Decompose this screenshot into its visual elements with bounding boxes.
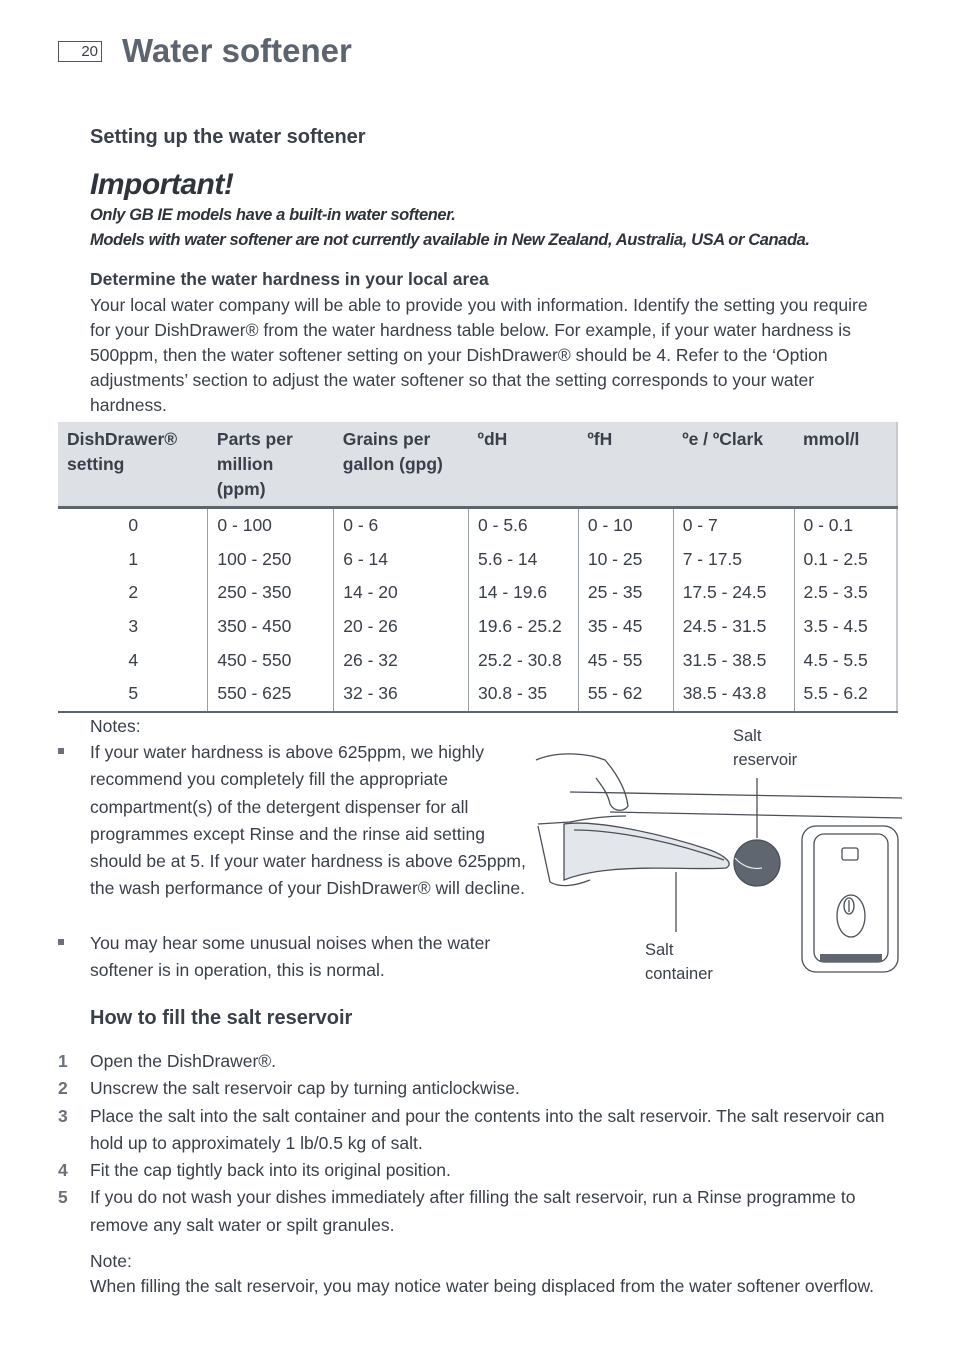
table-cell: 25.2 - 30.8 <box>469 643 579 677</box>
step-number: 4 <box>58 1160 68 1181</box>
fill-note <box>90 1249 910 1299</box>
col-header-gpg: Grains per gallon (gpg) <box>334 422 469 508</box>
step-number: 1 <box>58 1051 68 1071</box>
bullet-icon <box>58 939 64 945</box>
table-cell: 0 - 10 <box>578 508 673 543</box>
note-text: When filling the salt reservoir, you may notice water being displaced from the water softener overflow. <box>90 1276 874 1296</box>
table-cell: 25 - 35 <box>578 576 673 610</box>
table-row <box>58 610 897 644</box>
col-header-dh: ºdH <box>469 422 579 508</box>
table-cell: 0 - 7 <box>673 508 794 543</box>
table-cell: 32 - 36 <box>334 677 469 712</box>
table-cell: 350 - 450 <box>208 610 334 644</box>
table-cell: 31.5 - 38.5 <box>673 643 794 677</box>
page-title: Water softener <box>122 32 352 69</box>
table-cell: 5.6 - 14 <box>469 543 579 577</box>
fill-steps-list <box>58 1048 908 1239</box>
table-cell: 30.8 - 35 <box>469 677 579 712</box>
note-item-1: If your water hardness is above 625ppm, we highly recommend you completely fill the appropriate compartment(s) of the detergent dispenser for all programmes except Rinse and the rinse aid setting should be at 5. If your water hardness is above 625ppm, the wash performance of your DishDrawer® will decline. <box>90 742 526 899</box>
col-header-clark: ºe / ºClark <box>673 422 794 508</box>
table-cell: 0 - 6 <box>334 508 469 543</box>
table-cell: 0 - 5.6 <box>469 508 579 543</box>
col-header-ppm: Parts per million (ppm) <box>208 422 334 508</box>
step-number: 3 <box>58 1105 68 1126</box>
list-item <box>58 1103 908 1158</box>
important-line-2: Models with water softener are not currently available in New Zealand, Australia, USA or Canada. <box>90 231 810 249</box>
table-cell: 38.5 - 43.8 <box>673 677 794 712</box>
table-cell: 3 <box>128 616 139 637</box>
fill-heading: How to fill the salt reservoir <box>90 1007 353 1029</box>
list-item <box>58 1048 908 1075</box>
table-cell: 250 - 350 <box>208 576 334 610</box>
bullet-icon <box>58 748 64 754</box>
table-cell: 20 - 26 <box>334 610 469 644</box>
table-header-row <box>58 422 897 508</box>
step-text: If you do not wash your dishes immediately after filling the salt reservoir, run a Rinse programme to remove any salt water or spilt granules. <box>90 1187 856 1235</box>
step-text: Place the salt into the salt container and pour the contents into the salt reservoir. The salt reservoir can hold up to approximately 1 lb/0.5 kg of salt. <box>90 1105 885 1153</box>
table-cell: 55 - 62 <box>578 677 673 712</box>
table-cell: 17.5 - 24.5 <box>673 576 794 610</box>
table-cell: 6 - 14 <box>334 543 469 577</box>
table-cell: 26 - 32 <box>334 643 469 677</box>
col-header-setting: DishDrawer® setting <box>58 422 208 508</box>
table-cell: 3.5 - 4.5 <box>794 610 897 644</box>
table-cell: 45 - 55 <box>578 643 673 677</box>
water-hardness-table <box>58 422 898 713</box>
important-title: Important! <box>90 168 234 201</box>
list-item <box>58 1157 908 1184</box>
table-row <box>58 576 897 610</box>
hardness-subheading: Determine the water hardness in your local area <box>90 269 489 289</box>
table-cell: 0 <box>128 515 139 536</box>
table-cell: 7 - 17.5 <box>673 543 794 577</box>
table-cell: 0 - 100 <box>208 508 334 543</box>
step-number: 2 <box>58 1078 68 1099</box>
table-cell: 14 - 20 <box>334 576 469 610</box>
col-header-mmol: mmol/l <box>794 422 897 508</box>
setup-heading: Setting up the water softener <box>90 126 366 148</box>
table-cell: 0.1 - 2.5 <box>794 543 897 577</box>
table-cell: 35 - 45 <box>578 610 673 644</box>
important-line-1: Only GB IE models have a built-in water softener. <box>90 206 456 224</box>
note-item-2: You may hear some unusual noises when the water softener is in operation, this is normal. <box>90 933 491 981</box>
table-cell: 5 <box>58 677 208 712</box>
table-row <box>58 543 897 577</box>
step-text: Fit the cap tightly back into its original position. <box>90 1160 451 1181</box>
table-cell: 19.6 - 25.2 <box>469 610 579 644</box>
list-item <box>58 1184 908 1239</box>
table-cell: 0 - 0.1 <box>794 508 897 543</box>
table-cell: 2.5 - 3.5 <box>794 576 897 610</box>
table-row <box>58 508 897 543</box>
notes-label: Notes: <box>90 716 141 736</box>
table-row <box>58 677 897 712</box>
page-number: 20 <box>58 41 102 62</box>
salt-reservoir-label: Salt reservoir <box>733 727 798 769</box>
table-cell: 10 - 25 <box>578 543 673 577</box>
step-text: Open the DishDrawer®. <box>90 1051 277 1071</box>
salt-container-label: Salt container <box>645 941 713 983</box>
step-text: Unscrew the salt reservoir cap by turning anticlockwise. <box>90 1078 520 1099</box>
table-cell: 5.5 - 6.2 <box>794 677 897 712</box>
table-row <box>58 643 897 677</box>
note-label: Note: <box>90 1251 132 1271</box>
table-cell: 2 <box>128 582 139 603</box>
table-cell: 450 - 550 <box>208 643 334 677</box>
step-number: 5 <box>58 1187 68 1208</box>
salt-reservoir-illustration <box>530 720 905 990</box>
table-cell: 14 - 19.6 <box>469 576 579 610</box>
table-cell: 1 <box>128 548 139 569</box>
hardness-paragraph: Your local water company will be able to provide you with information. Identify the setting you require for your DishDrawer® from the water hardness table below. For example, if your water hardness is 500ppm, then the water softener setting on your DishDrawer® should be 4. Refer to the ‘Option adjustments’ section to adjust the water softener so that the setting corresponds to your water hardness. <box>90 295 868 415</box>
table-cell: 550 - 625 <box>208 677 334 712</box>
table-cell: 100 - 250 <box>208 543 334 577</box>
table-cell: 24.5 - 31.5 <box>673 610 794 644</box>
col-header-fh: ºfH <box>578 422 673 508</box>
table-cell: 4.5 - 5.5 <box>794 643 897 677</box>
list-item <box>58 1075 908 1102</box>
table-cell: 4 <box>128 649 139 670</box>
